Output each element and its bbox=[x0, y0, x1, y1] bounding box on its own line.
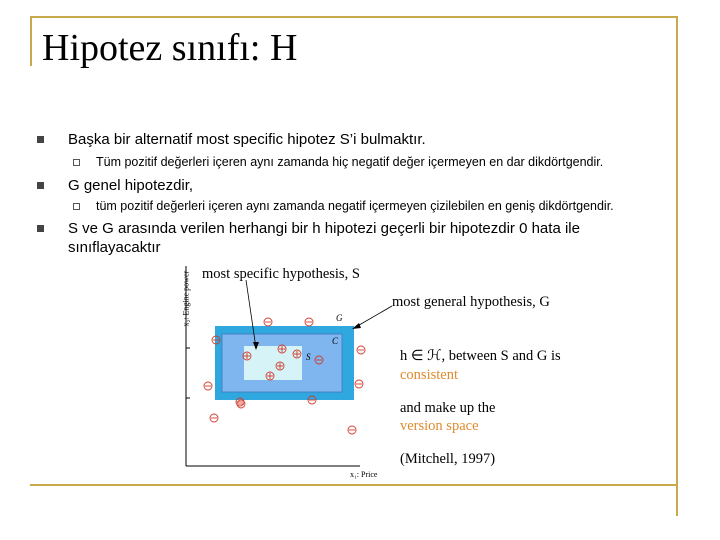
bullet-text: S ve G arasında verilen herhangi bir h hipotezi geçerli bir hipotezdir 0 hata ile bbox=[68, 220, 580, 237]
slide-frame-top bbox=[30, 16, 678, 18]
rect-s bbox=[244, 346, 302, 380]
x-axis-label: x₁: Price bbox=[350, 470, 378, 479]
citation: (Mitchell, 1997) bbox=[400, 451, 496, 467]
sub-bullet-text: Tüm pozitif değerleri içeren aynı zamanda hiç negatif değer içermeyen en dar dikdörtgendir. bbox=[96, 155, 604, 169]
bullet-text: G genel hipotezdir, bbox=[68, 177, 194, 194]
y-axis-label: x₂: Engine power bbox=[181, 270, 191, 327]
hypothesis-figure bbox=[170, 262, 590, 484]
label-g: G bbox=[336, 313, 343, 323]
slide-frame-right bbox=[676, 16, 678, 516]
label-s: S bbox=[306, 352, 311, 362]
slide-title: Hipotez sınıfı: H bbox=[42, 27, 298, 69]
label-c: C bbox=[332, 336, 339, 346]
sub-bullet-text: tüm pozitif değerleri içeren aynı zamanda negatif içermeyen çizilebilen en geniş dikdörtgendir. bbox=[96, 199, 614, 213]
most-general-label: most general hypothesis, G bbox=[392, 294, 550, 310]
make-up-label: and make up the bbox=[400, 400, 496, 416]
bullet-icon bbox=[37, 136, 44, 143]
consistent-label: consistent bbox=[400, 367, 458, 383]
bullet-text: Başka bir alternatif most specific hipotez S’i bulmaktır. bbox=[68, 131, 426, 148]
version-space-label: version space bbox=[400, 418, 479, 434]
bullet-text-continued: sınıflayacaktır bbox=[68, 239, 161, 256]
slide-frame-left bbox=[30, 16, 32, 66]
most-specific-label: most specific hypothesis, S bbox=[202, 266, 360, 282]
sub-bullet-icon bbox=[73, 203, 80, 210]
arrow-g bbox=[354, 306, 392, 328]
h-between-label: h ∈ ℋ, between S and G is bbox=[400, 348, 561, 364]
bullet-icon bbox=[37, 182, 44, 189]
bullet-icon bbox=[37, 225, 44, 232]
slide-frame-bottom bbox=[30, 484, 678, 486]
sub-bullet-icon bbox=[73, 159, 80, 166]
